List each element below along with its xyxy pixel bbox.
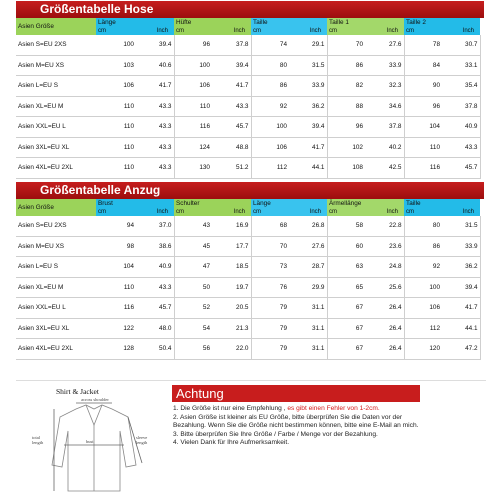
unit-cm: cm bbox=[98, 28, 106, 34]
column-header bbox=[251, 18, 327, 35]
note-1-text: 1. Die Größe ist nur eine Empfehlung , bbox=[173, 405, 286, 412]
table-row bbox=[16, 298, 480, 319]
cell-inch: 16.9 bbox=[212, 216, 251, 236]
cell-inch: 43.3 bbox=[136, 96, 174, 117]
cell-inch: 44.1 bbox=[289, 158, 327, 179]
label-bust: bust bbox=[86, 439, 94, 444]
size-label: Asien M=EU XS bbox=[16, 236, 96, 257]
cell-cm: 102 bbox=[327, 137, 365, 158]
note-2: 2. Asien Größe ist kleiner als EU Größe, bitte überprüfen Sie die Daten vor der Bezahlung. Wenn Sie die Größe nicht bestimmen können, bitte eine E-Mail an mich. bbox=[173, 413, 419, 429]
cell-cm: 52 bbox=[174, 298, 212, 319]
cell-inch: 48.0 bbox=[136, 318, 174, 339]
unit-inch: Inch bbox=[156, 209, 168, 215]
cell-cm: 86 bbox=[327, 55, 365, 76]
table-row bbox=[16, 318, 480, 339]
size-label: Asien XXL=EU L bbox=[16, 117, 96, 138]
cell-inch: 39.4 bbox=[136, 35, 174, 55]
unit-cm: cm bbox=[176, 209, 184, 215]
cell-inch: 43.3 bbox=[136, 158, 174, 179]
cell-cm: 96 bbox=[404, 96, 442, 117]
column-header bbox=[327, 18, 404, 35]
cell-inch: 50.4 bbox=[136, 339, 174, 360]
cell-inch: 44.1 bbox=[442, 318, 480, 339]
cell-inch: 45.7 bbox=[212, 117, 251, 138]
unit-cm: cm bbox=[406, 28, 414, 34]
cell-inch: 19.7 bbox=[212, 277, 251, 298]
cell-inch: 36.2 bbox=[289, 96, 327, 117]
cell-cm: 47 bbox=[174, 257, 212, 278]
cell-cm: 80 bbox=[251, 55, 289, 76]
unit-inch: Inch bbox=[156, 28, 168, 34]
cell-cm: 63 bbox=[327, 257, 365, 278]
label-sleeve-length: sleeve length bbox=[136, 435, 148, 445]
cell-inch: 41.7 bbox=[212, 76, 251, 97]
unit-cm: cm bbox=[176, 28, 184, 34]
cell-inch: 40.9 bbox=[136, 257, 174, 278]
cell-inch: 39.4 bbox=[212, 55, 251, 76]
column-name: Taille 2 bbox=[406, 19, 426, 26]
cell-cm: 45 bbox=[174, 236, 212, 257]
column-header bbox=[404, 199, 480, 216]
cell-inch: 43.3 bbox=[136, 117, 174, 138]
cell-inch: 37.0 bbox=[136, 216, 174, 236]
column-header bbox=[174, 18, 251, 35]
cell-inch: 20.5 bbox=[212, 298, 251, 319]
cell-cm: 88 bbox=[327, 96, 365, 117]
cell-inch: 34.6 bbox=[365, 96, 404, 117]
cell-inch: 40.6 bbox=[136, 55, 174, 76]
cell-cm: 73 bbox=[251, 257, 289, 278]
column-name: Ärmellänge bbox=[329, 200, 362, 207]
unit-inch: Inch bbox=[233, 28, 245, 34]
cell-cm: 96 bbox=[327, 117, 365, 138]
table-row bbox=[16, 76, 480, 97]
cell-inch: 22.0 bbox=[212, 339, 251, 360]
unit-cm: cm bbox=[329, 28, 337, 34]
size-label: Asien XXL=EU L bbox=[16, 298, 96, 319]
cell-cm: 130 bbox=[174, 158, 212, 179]
cell-cm: 110 bbox=[174, 96, 212, 117]
achtung-header: Achtung bbox=[172, 385, 420, 402]
cell-cm: 110 bbox=[96, 158, 136, 179]
cell-cm: 58 bbox=[327, 216, 365, 236]
cell-cm: 100 bbox=[404, 277, 442, 298]
table-row bbox=[16, 158, 480, 179]
cell-inch: 32.3 bbox=[365, 76, 404, 97]
cell-cm: 67 bbox=[327, 339, 365, 360]
unit-cm: cm bbox=[253, 28, 261, 34]
cell-cm: 79 bbox=[251, 339, 289, 360]
size-label: Asien 3XL=EU XL bbox=[16, 318, 96, 339]
cell-inch: 51.2 bbox=[212, 158, 251, 179]
label-across-shoulder: across shoulder bbox=[81, 397, 109, 402]
cell-cm: 106 bbox=[174, 76, 212, 97]
size-label: Asien M=EU XS bbox=[16, 55, 96, 76]
column-name: Länge bbox=[253, 200, 271, 207]
cell-inch: 43.3 bbox=[442, 137, 480, 158]
unit-inch: Inch bbox=[386, 28, 398, 34]
cell-inch: 21.3 bbox=[212, 318, 251, 339]
cell-cm: 106 bbox=[251, 137, 289, 158]
unit-inch: Inch bbox=[462, 28, 474, 34]
cell-cm: 124 bbox=[174, 137, 212, 158]
table-row bbox=[16, 216, 480, 236]
cell-inch: 43.3 bbox=[212, 96, 251, 117]
cell-cm: 56 bbox=[174, 339, 212, 360]
size-label: Asien S=EU 2XS bbox=[16, 35, 96, 55]
cell-cm: 94 bbox=[96, 216, 136, 236]
cell-inch: 18.5 bbox=[212, 257, 251, 278]
column-name: Taille 1 bbox=[329, 19, 349, 26]
table-row bbox=[16, 339, 480, 360]
size-label: Asien 3XL=EU XL bbox=[16, 137, 96, 158]
size-label: Asien 4XL=EU 2XL bbox=[16, 158, 96, 179]
cell-cm: 120 bbox=[404, 339, 442, 360]
cell-inch: 33.9 bbox=[365, 55, 404, 76]
cell-inch: 31.1 bbox=[289, 298, 327, 319]
column-name: Taille bbox=[253, 19, 268, 26]
size-label: Asien 4XL=EU 2XL bbox=[16, 339, 96, 360]
cell-inch: 31.1 bbox=[289, 339, 327, 360]
cell-cm: 43 bbox=[174, 216, 212, 236]
cell-cm: 67 bbox=[327, 298, 365, 319]
cell-inch: 45.7 bbox=[442, 158, 480, 179]
jacket-illustration bbox=[24, 395, 164, 499]
unit-inch: Inch bbox=[309, 209, 321, 215]
cell-cm: 100 bbox=[96, 35, 136, 55]
cell-inch: 37.8 bbox=[212, 35, 251, 55]
cell-cm: 112 bbox=[251, 158, 289, 179]
cell-cm: 70 bbox=[251, 236, 289, 257]
cell-inch: 31.5 bbox=[442, 216, 480, 236]
cell-cm: 70 bbox=[327, 35, 365, 55]
column-name: Schulter bbox=[176, 200, 200, 207]
column-name: Taille bbox=[406, 200, 421, 207]
cell-inch: 29.1 bbox=[289, 35, 327, 55]
cell-cm: 76 bbox=[251, 277, 289, 298]
header-row bbox=[16, 18, 480, 35]
cell-cm: 110 bbox=[404, 137, 442, 158]
cell-cm: 110 bbox=[96, 277, 136, 298]
cell-cm: 84 bbox=[404, 55, 442, 76]
hose-size-table bbox=[16, 18, 481, 179]
column-header bbox=[96, 18, 174, 35]
cell-cm: 116 bbox=[96, 298, 136, 319]
cell-cm: 100 bbox=[251, 117, 289, 138]
info-section bbox=[16, 380, 486, 493]
cell-inch: 41.7 bbox=[136, 76, 174, 97]
table-row bbox=[16, 257, 480, 278]
cell-inch: 40.2 bbox=[365, 137, 404, 158]
size-label: Asien S=EU 2XS bbox=[16, 216, 96, 236]
cell-cm: 96 bbox=[174, 35, 212, 55]
cell-inch: 27.6 bbox=[289, 236, 327, 257]
cell-cm: 110 bbox=[96, 137, 136, 158]
anzug-size-table bbox=[16, 199, 481, 360]
cell-inch: 48.8 bbox=[212, 137, 251, 158]
cell-cm: 82 bbox=[327, 76, 365, 97]
cell-cm: 79 bbox=[251, 298, 289, 319]
unit-inch: Inch bbox=[233, 209, 245, 215]
cell-inch: 28.7 bbox=[289, 257, 327, 278]
cell-inch: 26.4 bbox=[365, 339, 404, 360]
cell-cm: 54 bbox=[174, 318, 212, 339]
cell-cm: 68 bbox=[251, 216, 289, 236]
column-header bbox=[174, 199, 251, 216]
cell-inch: 29.9 bbox=[289, 277, 327, 298]
table-row bbox=[16, 236, 480, 257]
size-label: Asien L=EU S bbox=[16, 76, 96, 97]
column-header bbox=[327, 199, 404, 216]
cell-cm: 80 bbox=[404, 216, 442, 236]
cell-inch: 39.4 bbox=[442, 277, 480, 298]
size-label: Asien XL=EU M bbox=[16, 277, 96, 298]
table-row bbox=[16, 35, 480, 55]
note-3: 3. Bitte überprüfen Sie Ihre Größe / Farbe / Menge vor der Bezahlung. bbox=[173, 430, 378, 438]
cell-inch: 45.7 bbox=[136, 298, 174, 319]
cell-cm: 86 bbox=[404, 236, 442, 257]
table-row bbox=[16, 277, 480, 298]
cell-cm: 90 bbox=[404, 76, 442, 97]
table-row bbox=[16, 117, 480, 138]
cell-cm: 116 bbox=[404, 158, 442, 179]
cell-inch: 41.7 bbox=[442, 298, 480, 319]
cell-inch: 31.1 bbox=[289, 318, 327, 339]
cell-inch: 33.9 bbox=[289, 76, 327, 97]
diagram-title: Shirt & Jacket bbox=[56, 387, 99, 396]
cell-cm: 128 bbox=[96, 339, 136, 360]
cell-cm: 92 bbox=[404, 257, 442, 278]
unit-cm: cm bbox=[329, 209, 337, 215]
cell-inch: 37.8 bbox=[442, 96, 480, 117]
unit-cm: cm bbox=[98, 209, 106, 215]
note-4: 4. Vielen Dank für Ihre Aufmerksamkeit. bbox=[173, 439, 290, 446]
cell-cm: 116 bbox=[174, 117, 212, 138]
cell-inch: 22.8 bbox=[365, 216, 404, 236]
cell-cm: 103 bbox=[96, 55, 136, 76]
cell-inch: 24.8 bbox=[365, 257, 404, 278]
unit-inch: Inch bbox=[386, 209, 399, 215]
note-1-highlight: es gibt einen Fehler von 1-2cm. bbox=[287, 405, 380, 412]
cell-cm: 74 bbox=[251, 35, 289, 55]
column-name: Brust bbox=[98, 200, 113, 207]
cell-inch: 38.6 bbox=[136, 236, 174, 257]
cell-cm: 86 bbox=[251, 76, 289, 97]
cell-inch: 26.4 bbox=[365, 318, 404, 339]
cell-inch: 43.3 bbox=[136, 137, 174, 158]
size-label: Asien XL=EU M bbox=[16, 96, 96, 117]
cell-cm: 104 bbox=[404, 117, 442, 138]
table-row bbox=[16, 137, 480, 158]
cell-cm: 67 bbox=[327, 318, 365, 339]
cell-inch: 26.4 bbox=[365, 298, 404, 319]
cell-cm: 106 bbox=[96, 76, 136, 97]
column-header bbox=[251, 199, 327, 216]
table-row bbox=[16, 55, 480, 76]
label-total-length: total length bbox=[32, 435, 44, 445]
cell-inch: 39.4 bbox=[289, 117, 327, 138]
column-header bbox=[96, 199, 174, 216]
header-row bbox=[16, 199, 480, 216]
cell-inch: 42.5 bbox=[365, 158, 404, 179]
cell-inch: 25.6 bbox=[365, 277, 404, 298]
unit-inch: Inch bbox=[309, 28, 321, 34]
cell-inch: 26.8 bbox=[289, 216, 327, 236]
cell-inch: 36.2 bbox=[442, 257, 480, 278]
cell-cm: 60 bbox=[327, 236, 365, 257]
note-1 bbox=[173, 405, 425, 414]
size-label: Asien L=EU S bbox=[16, 257, 96, 278]
jacket-diagram bbox=[24, 387, 164, 493]
cell-inch: 30.7 bbox=[442, 35, 480, 55]
cell-inch: 17.7 bbox=[212, 236, 251, 257]
cell-inch: 41.7 bbox=[289, 137, 327, 158]
column-name: Hüfte bbox=[176, 19, 192, 26]
size-header: Asien Größe bbox=[18, 204, 54, 211]
cell-cm: 92 bbox=[251, 96, 289, 117]
cell-cm: 110 bbox=[96, 117, 136, 138]
cell-cm: 78 bbox=[404, 35, 442, 55]
cell-inch: 35.4 bbox=[442, 76, 480, 97]
cell-inch: 33.9 bbox=[442, 236, 480, 257]
achtung-notes bbox=[173, 405, 425, 448]
cell-inch: 33.1 bbox=[442, 55, 480, 76]
size-header: Asien Größe bbox=[18, 23, 54, 30]
column-header bbox=[404, 18, 480, 35]
cell-inch: 37.8 bbox=[365, 117, 404, 138]
unit-cm: cm bbox=[406, 209, 415, 215]
anzug-table-title: Größentabelle Anzug bbox=[16, 182, 484, 199]
cell-inch: 40.9 bbox=[442, 117, 480, 138]
cell-inch: 31.5 bbox=[289, 55, 327, 76]
cell-inch: 27.6 bbox=[365, 35, 404, 55]
cell-inch: 43.3 bbox=[136, 277, 174, 298]
cell-cm: 79 bbox=[251, 318, 289, 339]
column-name: Länge bbox=[98, 19, 116, 26]
cell-cm: 108 bbox=[327, 158, 365, 179]
table-row bbox=[16, 96, 480, 117]
cell-cm: 104 bbox=[96, 257, 136, 278]
cell-cm: 122 bbox=[96, 318, 136, 339]
unit-cm: cm bbox=[253, 209, 261, 215]
cell-cm: 106 bbox=[404, 298, 442, 319]
unit-inch: Inch bbox=[462, 209, 475, 215]
cell-cm: 98 bbox=[96, 236, 136, 257]
cell-cm: 112 bbox=[404, 318, 442, 339]
hose-table-title: Größentabelle Hose bbox=[16, 1, 484, 18]
cell-cm: 110 bbox=[96, 96, 136, 117]
cell-cm: 50 bbox=[174, 277, 212, 298]
cell-cm: 100 bbox=[174, 55, 212, 76]
cell-inch: 47.2 bbox=[442, 339, 480, 360]
cell-inch: 23.6 bbox=[365, 236, 404, 257]
cell-cm: 65 bbox=[327, 277, 365, 298]
